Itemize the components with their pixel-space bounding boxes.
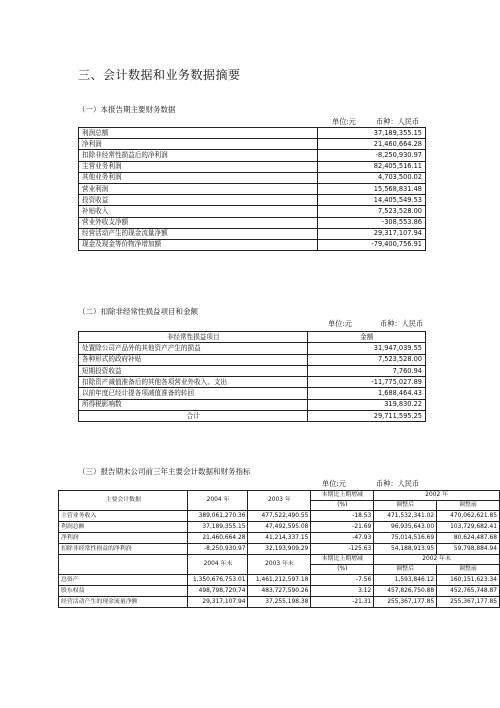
header-row-1	[59, 491, 500, 501]
row-label: 扣除非经常性损益后的净利润	[79, 150, 318, 161]
three-year-data-table	[58, 490, 500, 608]
row-value: 7,523,528.00	[318, 206, 426, 217]
value-2003: 37,255,198.38	[248, 597, 311, 608]
value-change: -47.93	[311, 533, 374, 544]
row-label: 净利润	[59, 533, 188, 544]
row-value: 7,760.94	[308, 365, 426, 376]
column-header-2002: 2002 年	[374, 491, 500, 501]
column-header-adjusted: 调整后	[374, 565, 437, 575]
row-label: 补贴收入	[79, 206, 318, 217]
part1-currency: 币种：人民币	[376, 117, 420, 126]
part1-heading: （一）本报告期主要财务数据	[78, 105, 176, 114]
row-label: 营业外收支净额	[79, 217, 318, 228]
row-value: 29,317,107.94	[318, 228, 426, 239]
column-header-change-unit: (%)	[311, 501, 374, 511]
row-label: 其他业务利润	[79, 172, 318, 183]
row-label: 所得税影响数	[79, 399, 308, 410]
row-label: 短期投资收益	[79, 365, 308, 376]
row-label: 经营活动产生的现金流量净额	[79, 228, 318, 239]
row-label: 经营活动产生的现金流量净额	[59, 597, 188, 608]
row-label: 利润总额	[79, 128, 318, 139]
value-2004: 498,798,720.74	[188, 586, 248, 597]
column-header-2003-end: 2003 年末	[248, 555, 311, 575]
value-change: 3.12	[311, 586, 374, 597]
value-2002-before: 452,765,748.87	[437, 586, 500, 597]
table-row	[59, 597, 500, 608]
value-change: -21.31	[311, 597, 374, 608]
value-2002-adjusted: 54,188,913.95	[374, 544, 437, 555]
value-2002-adjusted: 1,593,846.12	[374, 575, 437, 586]
row-label: 各种形式的政府补贴	[79, 354, 308, 365]
row-value: 37,189,355.15	[318, 128, 426, 139]
table-row	[59, 586, 500, 597]
row-value: -8,250,930.97	[318, 150, 426, 161]
value-2002-adjusted: 471,532,341.02	[374, 511, 437, 522]
row-value: 1,688,464.43	[308, 388, 426, 399]
part2-heading: （二）扣除非经常性损益项目和金额	[78, 307, 198, 316]
row-label: 主营业务收入	[59, 511, 188, 522]
table-row	[79, 228, 426, 239]
row-value: -11,775,027.89	[308, 377, 426, 388]
part3-heading: （三）报告期末公司前三年主要会计数据和财务指标	[78, 467, 251, 476]
value-2003: 41,214,337.15	[248, 533, 311, 544]
row-label: 扣除资产减值准备后的其他各项营业外收入、支出	[79, 377, 308, 388]
value-2003: 47,492,595.08	[248, 522, 311, 533]
column-header-adjusted: 调整后	[374, 501, 437, 511]
table-row	[79, 183, 426, 194]
part3-currency: 币种：人民币	[376, 479, 420, 488]
column-header-change: 本期比上期增减	[311, 555, 374, 565]
column-header-change-unit: (%)	[311, 565, 374, 575]
table-row	[79, 139, 426, 150]
table-row	[79, 399, 426, 410]
row-value: 21,460,664.28	[318, 139, 426, 150]
column-header-item: 主要会计数据	[59, 491, 188, 511]
row-value: -308,553.86	[318, 217, 426, 228]
part2-unit: 单位:元	[328, 319, 352, 328]
row-label: 现金及现金等价物净增加额	[79, 239, 318, 250]
table-row	[59, 544, 500, 555]
part3-unit: 单位:元	[322, 479, 346, 488]
row-label: 营业利润	[79, 183, 318, 194]
value-2003: 1,461,212,597.18	[248, 575, 311, 586]
row-value: 4,703,500.02	[318, 172, 426, 183]
value-2003: 477,522,490.55	[248, 511, 311, 522]
row-value: 15,568,831.48	[318, 183, 426, 194]
value-2002-before: 160,151,623.34	[437, 575, 500, 586]
column-header-2004: 2004 年	[188, 491, 248, 511]
column-header-2002-end: 2002 年末	[374, 555, 500, 565]
header-row-3	[59, 555, 500, 565]
column-header-before: 调整前	[437, 565, 500, 575]
table-row	[79, 206, 426, 217]
value-2002-before: 80,624,487.68	[437, 533, 500, 544]
row-label: 利润总额	[59, 522, 188, 533]
table-header-row	[79, 332, 426, 343]
value-2003: 32,193,909.29	[248, 544, 311, 555]
part1-unit: 单位:元	[332, 117, 356, 126]
row-label: 投资收益	[79, 195, 318, 206]
column-header-2004-end: 2004 年末	[188, 555, 248, 575]
table-row	[59, 533, 500, 544]
value-2004: 29,317,107.94	[188, 597, 248, 608]
table-row	[59, 575, 500, 586]
value-2004: 37,189,355.15	[188, 522, 248, 533]
financial-data-table	[78, 127, 426, 251]
table-row	[79, 217, 426, 228]
value-2002-before: 103,729,682.41	[437, 522, 500, 533]
row-value: 14,405,549.53	[318, 195, 426, 206]
value-2004: -8,250,930.97	[188, 544, 248, 555]
table-row	[59, 511, 500, 522]
column-header-2003: 2003 年	[248, 491, 311, 511]
value-2002-before: 59,798,884.94	[437, 544, 500, 555]
value-2002-adjusted: 96,935,643.00	[374, 522, 437, 533]
row-value: 31,947,039.55	[308, 343, 426, 354]
table-row	[79, 343, 426, 354]
table-row	[79, 365, 426, 376]
table-row	[79, 377, 426, 388]
value-2002-before: 470,062,621.85	[437, 511, 500, 522]
row-label: 扣除非经常性损益的净利润	[59, 544, 188, 555]
value-2004: 21,460,664.28	[188, 533, 248, 544]
row-label: 以前年度已经计提各项减值准备的转回	[79, 388, 308, 399]
total-label: 合计	[79, 411, 308, 422]
non-recurring-items-table	[78, 331, 426, 422]
value-2004: 389,061,270.36	[188, 511, 248, 522]
row-value: -79,400,756.91	[318, 239, 426, 250]
value-change: -7.56	[311, 575, 374, 586]
row-value: 82,405,516.11	[318, 161, 426, 172]
row-label: 股东权益	[59, 586, 188, 597]
value-change: -18.53	[311, 511, 374, 522]
column-header-before: 调整前	[437, 501, 500, 511]
table-row	[79, 150, 426, 161]
row-value: 319,830.22	[308, 399, 426, 410]
table-row	[79, 239, 426, 250]
table-row	[79, 388, 426, 399]
value-change: -125.63	[311, 544, 374, 555]
column-header-amount: 金额	[308, 332, 426, 343]
column-header-item: 非经常性损益项目	[79, 332, 308, 343]
part2-currency: 币种：人民币	[380, 319, 424, 328]
section-title: 三、会计数据和业务数据摘要	[78, 68, 241, 82]
table-row	[79, 128, 426, 139]
row-label: 处置除公司产品外的其他资产产生的损益	[79, 343, 308, 354]
value-change: -21.69	[311, 522, 374, 533]
row-label: 主营业务利润	[79, 161, 318, 172]
table-row	[79, 354, 426, 365]
value-2004: 1,350,676,753.01	[188, 575, 248, 586]
row-label: 净利润	[79, 139, 318, 150]
blank-cell	[59, 555, 188, 575]
table-row	[79, 195, 426, 206]
value-2003: 483,727,590.26	[248, 586, 311, 597]
table-row	[79, 161, 426, 172]
table-row	[59, 522, 500, 533]
value-2002-before: 255,367,177.85	[437, 597, 500, 608]
value-2002-adjusted: 75,014,516.69	[374, 533, 437, 544]
row-value: 7,523,528.00	[308, 354, 426, 365]
total-row	[79, 411, 426, 422]
value-2002-adjusted: 457,826,750.88	[374, 586, 437, 597]
column-header-change: 本期比上期增减	[311, 491, 374, 501]
table-row	[79, 172, 426, 183]
value-2002-adjusted: 255,367,177.85	[374, 597, 437, 608]
total-value: 29,711,595.25	[308, 411, 426, 422]
row-label: 总资产	[59, 575, 188, 586]
